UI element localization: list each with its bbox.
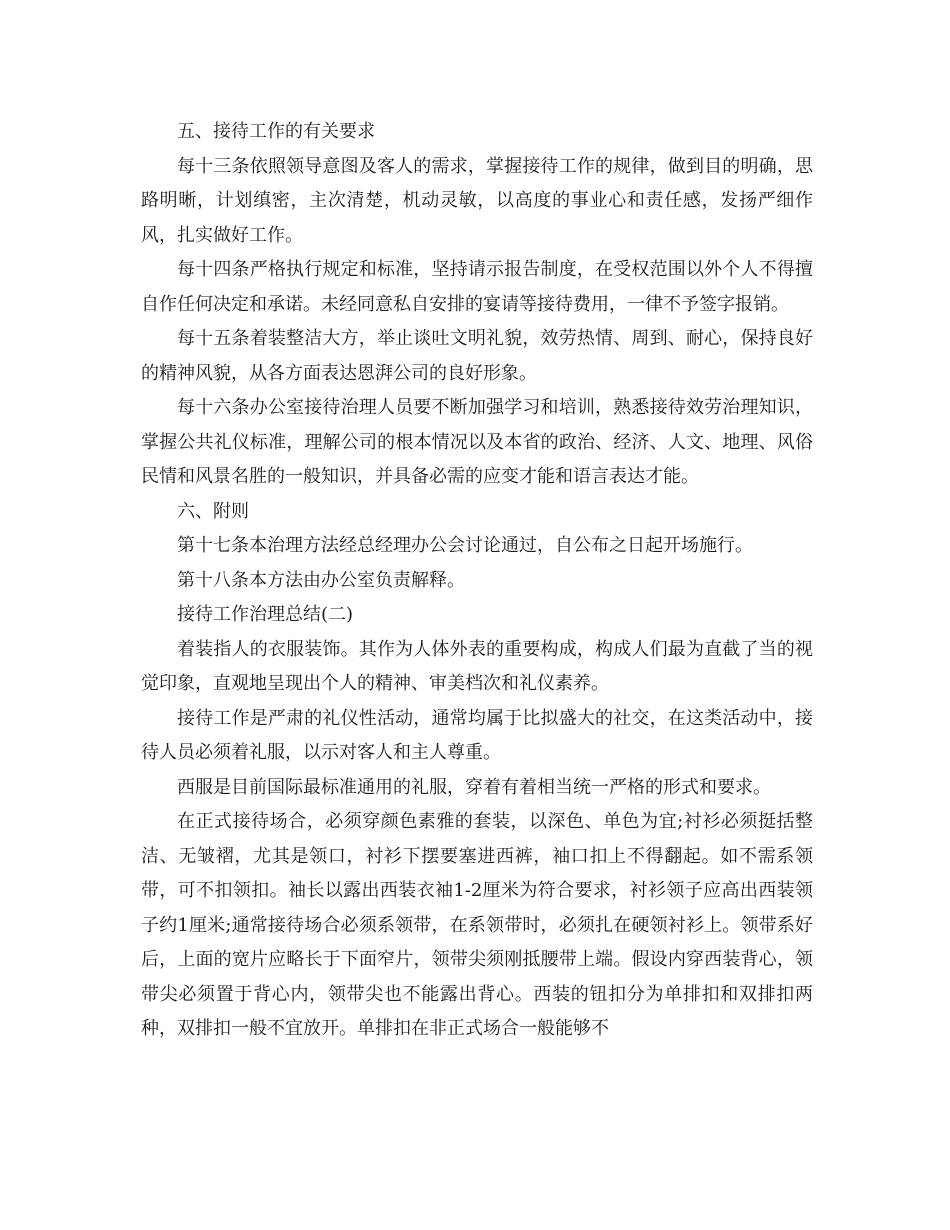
section-heading: 五、接待工作的有关要求 — [177, 121, 375, 142]
document-body — [141, 115, 813, 1047]
paragraph: 每十六条办公室接待治理人员要不断加强学习和培训，熟悉接待效劳治理知识，掌握公共礼仪标准，理解公司的根本情况以及本省的政治、经济、人文、地理、风俗民情和风景名胜的一般知识，并具备必需的应变才能和语言表达才能。 — [141, 397, 813, 487]
paragraph: 每十四条严格执行规定和标准，坚持请示报告制度，在受权范围以外个人不得擅自作任何决定和承诺。未经同意私自安排的宴请等接待费用，一律不予签字报销。 — [141, 259, 813, 315]
paragraph: 第十八条本方法由办公室负责解释。 — [177, 569, 465, 591]
paragraph: 西服是目前国际最标准通用的礼服，穿着有着相当统一严格的形式和要求。 — [177, 776, 771, 798]
paragraph: 着装指人的衣服装饰。其作为人体外表的重要构成，构成人们最为直截了当的视觉印象，直观地呈现出个人的精神、审美档次和礼仪素养。 — [141, 638, 813, 694]
paragraph: 在正式接待场合，必须穿颜色素雅的套装，以深色、单色为宜;衬衫必须挺括整洁、无皱褶，尤其是领口，衬衫下摆要塞进西裤，袖口扣上不得翻起。如不需系领带，可不扣领扣。袖长以露出西装衣袖1-2厘米为符合要求，衬衫领子应高出西装领子约1厘米;通常接待场合必须系领带，在系领带时，必须扎在硬领衬衫上。领带系好后，上面的宽片应略长于下面窄片，领带尖须刚抵腰带上端。假设内穿西装背心，领带尖必须置于背心内，领带尖也不能露出背心。西装的钮扣分为单排扣和双排扣两种，双排扣一般不宜放开。单排扣在非正式场合一般能够不 — [141, 811, 813, 1039]
paragraph: 每十五条着装整洁大方，举止谈吐文明礼貌，效劳热情、周到、耐心，保持良好的精神风貌，从各方面表达恩湃公司的良好形象。 — [141, 328, 813, 384]
paragraph: 接待工作是严肃的礼仪性活动，通常均属于比拟盛大的社交，在这类活动中，接待人员必须着礼服，以示对客人和主人尊重。 — [141, 707, 813, 763]
section-heading: 六、附则 — [177, 500, 249, 522]
paragraph: 每十三条依照领导意图及客人的需求，掌握接待工作的规律，做到目的明确，思路明晰，计划缜密，主次清楚，机动灵敏，以高度的事业心和责任感，发扬严细作风，扎实做好工作。 — [141, 155, 813, 246]
section-heading: 接待工作治理总结(二) — [177, 604, 354, 625]
paragraph: 第十七条本治理方法经总经理办公会讨论通过，自公布之日起开场施行。 — [177, 535, 753, 556]
